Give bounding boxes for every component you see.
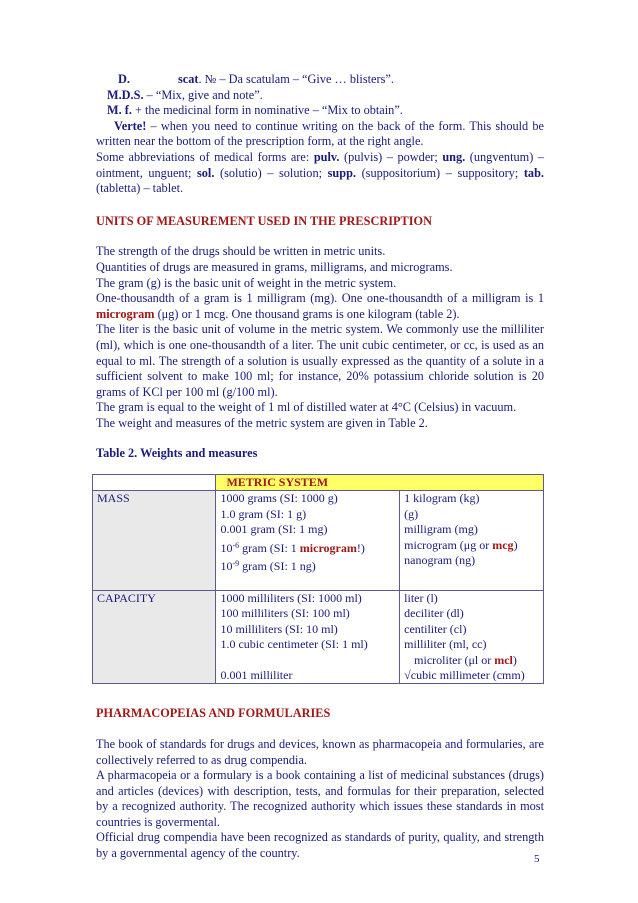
- abbr-scat: scat: [177, 72, 199, 86]
- table-row-capacity: [93, 590, 544, 683]
- units-p3: The gram (g) is the basic unit of weight in the metric system.: [96, 275, 397, 290]
- units-p4: One-thousandth of a gram is 1 milligram (mg). One one-thousandth of a milligram is 1 microgram (μg) or 1 mcg. One thousand grams is one kilogram (table 2).: [96, 291, 544, 321]
- table-caption: Table 2. Weights and measures: [96, 446, 258, 461]
- metric-system-header: METRIC SYSTEM: [216, 475, 544, 491]
- units-p7: The weight and measures of the metric system are given in Table 2.: [96, 415, 428, 430]
- mass-values-cell: 1000 grams (SI: 1000 g) 1.0 gram (SI: 1 g) 0.001 gram (SI: 1 mg) $10^{-6}$ gram (SI: 1 microgram!) $10^{-9}$ gram (SI: 1 ng): [216, 491, 400, 590]
- label-d: D.: [118, 72, 130, 86]
- intro-line-verte: Verte! – when you need to continue writing on the back of the form. This should be written near the bottom of the prescription form, at the right angle.: [96, 118, 544, 149]
- units-p5: The liter is the basic unit of volume in the metric system. We commonly use the milliliter (ml), which is one one-thousandth of a liter. The unit cubic centimeter, or cc, is used as an equal to ml. The strength of a solution is usually expressed as the quantity of a solute in a sufficient solvent to make 100 ml; for instance, 20% potassium chloride solution is 20 grams of KCl per 100 ml (g/100 ml).: [96, 322, 544, 399]
- table-row-mass: [93, 491, 544, 590]
- page-number: 5: [534, 853, 540, 865]
- capacity-label-cell: CAPACITY: [93, 590, 216, 683]
- intro-abbreviations: Some abbreviations of medical forms are: pulv. (pulvis) – powder; ung. (ungventum) – ointment, unguent; sol. (solutio) – solution; supp. (suppositorium) – suppository; tab. (tabletta) – tablet.: [96, 149, 544, 196]
- units-p1: The strength of the drugs should be written in metric units.: [96, 244, 386, 259]
- units-heading: UNITS OF MEASUREMENT USED IN THE PRESCRIPTION: [96, 213, 432, 228]
- document-page: [96, 72, 544, 862]
- units-p2: Quantities of drugs are measured in grams, milligrams, and micrograms.: [96, 259, 453, 274]
- pharma-p2: A pharmacopeia or a formulary is a book containing a list of medicinal substances (drugs) and articles (devices) with description, tests, and formulas for their preparation, selected by a recognized authority. The recognized authority which issues these standards in most countries is govermental.: [96, 768, 544, 829]
- intro-line-mds: M.D.S. – “Mix, give and note”.: [107, 87, 263, 102]
- capacity-values-cell: 1000 milliliters (SI: 1000 ml) 100 milliliters (SI: 100 ml) 10 milliliters (SI: 10 ml) 1.0 cubic centimeter (SI: 1 ml) 0.001 milliliter: [216, 590, 400, 683]
- intro-line-d: D. scat. № – Da scatulam – “Give … blisters”.: [118, 72, 394, 86]
- pharma-heading: PHARMACOPEIAS AND FORMULARIES: [96, 706, 331, 721]
- pharma-p3: Official drug compendia have been recognized as standards of purity, quality, and strength by a governmental agency of the country.: [96, 830, 544, 861]
- pharma-p1: The book of standards for drugs and devices, known as pharmacopeia and formularies, are collectively referred to as drug compendia.: [96, 736, 544, 767]
- weights-measures-table: [92, 474, 544, 684]
- mass-label-cell: MASS: [93, 491, 216, 590]
- mass-units-cell: 1 kilogram (kg) (g) milligram (mg) microgram (μg or mcg) nanogram (ng): [400, 491, 544, 590]
- intro-line-mf: M. f. + the medicinal form in nominative – “Mix to obtain”.: [107, 103, 403, 118]
- units-p6: The gram is equal to the weight of 1 ml of distilled water at 4°C (Celsius) in vacuum.: [96, 400, 517, 415]
- table-header-row: [93, 475, 544, 491]
- capacity-units-cell: liter (l) deciliter (dl) centiliter (cl) milliliter (ml, cc) microliter (μl or mcl) √cubic millimeter (cmm): [400, 590, 544, 683]
